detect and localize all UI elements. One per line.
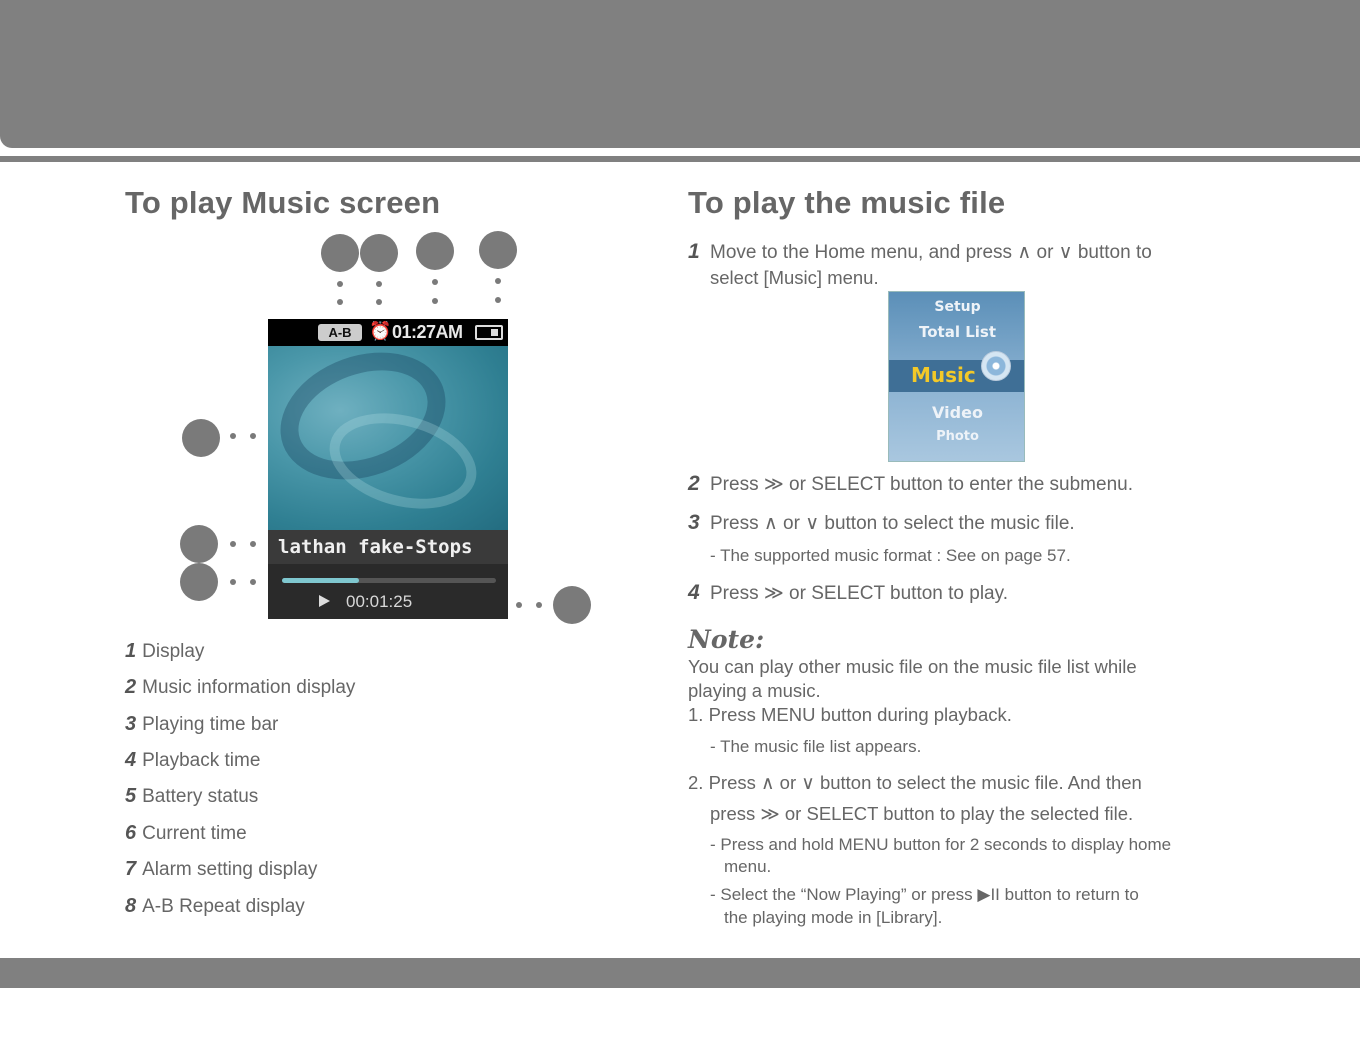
legend-item: 8 A-B Repeat display: [125, 895, 305, 917]
note-label: Note:: [688, 625, 765, 654]
leader-dot: [230, 541, 236, 547]
header-band: [0, 0, 1360, 148]
step-3: 3 Press ∧ or ∨ button to select the music file.: [688, 511, 1075, 534]
play-icon: [319, 595, 330, 607]
note-bullet-2-cont: the playing mode in [Library].: [724, 908, 943, 927]
leader-dot: [230, 579, 236, 585]
leader-dot: [337, 281, 343, 287]
header-rule: [0, 156, 1360, 162]
legend-item: 6 Current time: [125, 822, 247, 844]
legend-item: 7 Alarm setting display: [125, 858, 318, 880]
leader-dot: [250, 433, 256, 439]
leader-dot: [230, 433, 236, 439]
battery-icon: [475, 325, 503, 340]
player-screen: [268, 319, 508, 619]
leader-dot: [337, 299, 343, 305]
ab-repeat-badge: A-B: [318, 324, 362, 341]
step-4: 4 Press ≫ or SELECT button to play.: [688, 581, 1008, 604]
leader-dot: [376, 299, 382, 305]
playing-time-fill: [282, 578, 359, 583]
music-info-bar: lathan fake-Stops: [268, 530, 508, 564]
leader-dot: [495, 297, 501, 303]
legend-item: 3 Playing time bar: [125, 713, 279, 735]
footer-band: [0, 958, 1360, 988]
menu-item-music: Music: [911, 363, 976, 387]
legend-item: 1 Display: [125, 640, 205, 662]
current-time: 01:27AM: [392, 322, 463, 342]
callout-3: [180, 563, 218, 601]
leader-dot: [432, 298, 438, 304]
note-bullet-2: - Select the “Now Playing” or press ▶II button to return to: [710, 885, 1139, 904]
note-item-2-cont: press ≫ or SELECT button to play the selected file.: [710, 803, 1134, 824]
legend-item: 5 Battery status: [125, 785, 259, 807]
leader-dot: [536, 602, 542, 608]
note-bullet-1: - Press and hold MENU button for 2 seconds to display home: [710, 835, 1172, 854]
legend-item: 2 Music information display: [125, 676, 356, 698]
callout-6: [416, 232, 454, 270]
note-item-1-sub: - The music file list appears.: [710, 737, 922, 756]
playing-time-bar: [282, 578, 496, 583]
step-1: 1 Move to the Home menu, and press ∧ or ∨ button to: [688, 240, 1152, 263]
callout-5: [479, 231, 517, 269]
note-line: playing a music.: [688, 680, 821, 701]
callout-4: [553, 586, 591, 624]
leader-dot: [432, 279, 438, 285]
home-menu-screenshot: [888, 291, 1025, 462]
legend-item: 4 Playback time: [125, 749, 261, 771]
leader-dot: [250, 541, 256, 547]
leader-dot: [516, 602, 522, 608]
menu-item-video: Video: [932, 403, 983, 422]
menu-item-total-list: Total List: [919, 323, 996, 341]
playback-time: 00:01:25: [346, 592, 413, 611]
callout-2: [180, 525, 218, 563]
menu-item-photo: Photo: [936, 429, 979, 444]
album-artwork: [268, 346, 508, 530]
note-bullet-1-cont: menu.: [724, 857, 772, 876]
step-1-cont: select [Music] menu.: [710, 267, 879, 288]
leader-dot: [495, 278, 501, 284]
play-file-title: To play the music file: [688, 185, 1006, 220]
note-item-1: 1. Press MENU button during playback.: [688, 704, 1012, 725]
callout-1: [182, 419, 220, 457]
music-disc-icon: [981, 351, 1011, 381]
leader-dot: [250, 579, 256, 585]
menu-item-setup: Setup: [934, 299, 981, 315]
playback-panel: [268, 564, 508, 619]
callout-8: [321, 234, 359, 272]
status-bar: [268, 319, 508, 346]
leader-dot: [376, 281, 382, 287]
step-3-note: - The supported music format : See on page 57.: [710, 546, 1071, 565]
music-screen-title: To play Music screen: [125, 185, 441, 220]
note-item-2: 2. Press ∧ or ∨ button to select the music file. And then: [688, 772, 1142, 793]
alarm-icon: ⏰: [369, 321, 392, 341]
note-line: You can play other music file on the music file list while: [688, 656, 1137, 677]
callout-7: [360, 234, 398, 272]
step-2: 2 Press ≫ or SELECT button to enter the submenu.: [688, 472, 1133, 495]
